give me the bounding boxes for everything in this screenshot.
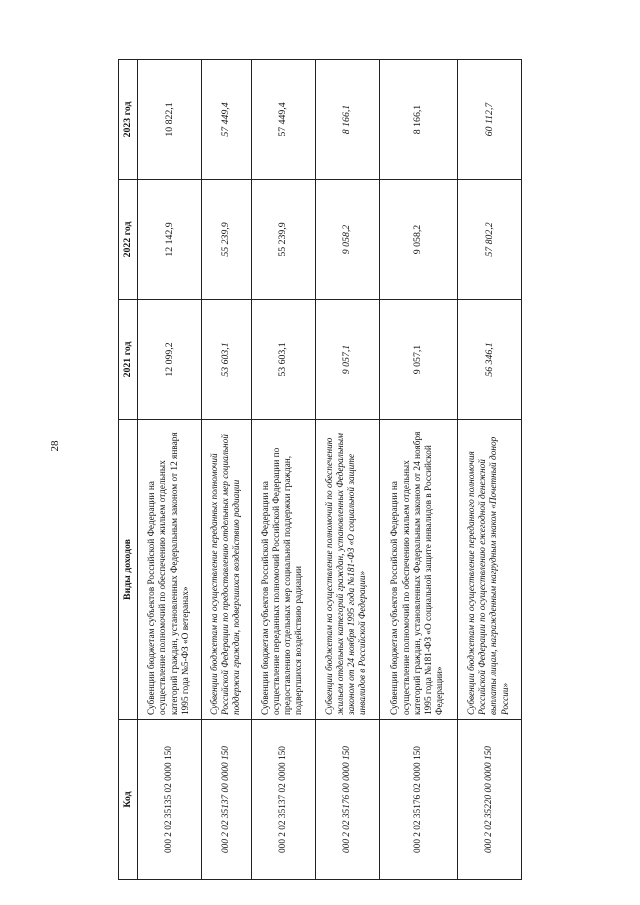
cell-2022: 55 239,9 xyxy=(251,180,315,300)
cell-2022: 55 239,9 xyxy=(202,180,252,300)
cell-description: Субвенции бюджетам на осуществление переданного полномочия Российской Федерации по осуществлению ежегодной денежной выплаты лицам, награжденным нагрудным знаком «Почетный донор России» xyxy=(457,420,521,720)
cell-2021: 12 099,2 xyxy=(138,300,202,420)
cell-description: Субвенции бюджетам на осуществление полномочий по обеспечению жильем отдельных категорий граждан, установленных Федеральным законом от 24 ноября 1995 года №181-ФЗ «О социальной защите инвалидов в Российской Федерации» xyxy=(315,420,379,720)
rotated-table-container xyxy=(118,60,522,880)
header-2022: 2022 год xyxy=(119,180,138,300)
table-row xyxy=(379,60,457,880)
cell-code: 000 2 02 35137 02 0000 150 xyxy=(251,720,315,880)
page-number: 28 xyxy=(49,440,61,452)
cell-code: 000 2 02 35135 02 0000 150 xyxy=(138,720,202,880)
table-row xyxy=(457,60,521,880)
header-description: Виды доходов xyxy=(119,420,138,720)
cell-2022: 9 058,2 xyxy=(379,180,457,300)
header-2021: 2021 год xyxy=(119,300,138,420)
cell-2023: 8 166,1 xyxy=(379,60,457,180)
cell-2021: 53 603,1 xyxy=(202,300,252,420)
cell-2023: 8 166,1 xyxy=(315,60,379,180)
table-header-row xyxy=(119,60,138,880)
cell-2023: 10 822,1 xyxy=(138,60,202,180)
cell-description: Субвенции бюджетам субъектов Российской Федерации на осуществление переданных полномочий Российской Федерации по предоставлению отдельных мер социальной поддержки граждан, подвергшихся воздействию радиации xyxy=(251,420,315,720)
cell-2023: 57 449,4 xyxy=(251,60,315,180)
table-row xyxy=(251,60,315,880)
cell-2021: 56 346,1 xyxy=(457,300,521,420)
header-code: Код xyxy=(119,720,138,880)
cell-2022: 12 142,9 xyxy=(138,180,202,300)
cell-2021: 53 603,1 xyxy=(251,300,315,420)
table-row xyxy=(315,60,379,880)
cell-description: Субвенции бюджетам на осуществление переданных полномочий Российской Федерации по предоставлению отдельных мер социальной поддержки граждан, подвергшихся воздействию радиации xyxy=(202,420,252,720)
table-row xyxy=(138,60,202,880)
cell-code: 000 2 02 35176 00 0000 150 xyxy=(315,720,379,880)
header-2023: 2023 год xyxy=(119,60,138,180)
cell-code: 000 2 02 35220 00 0000 150 xyxy=(457,720,521,880)
cell-code: 000 2 02 35176 02 0000 150 xyxy=(379,720,457,880)
cell-2022: 9 058,2 xyxy=(315,180,379,300)
revenue-table xyxy=(118,59,522,880)
cell-code: 000 2 02 35137 00 0000 150 xyxy=(202,720,252,880)
cell-description: Субвенции бюджетам субъектов Российской Федерации на осуществление полномочий по обеспечению жильем отдельных категорий граждан, установленных Федеральным законом от 24 ноября 1995 года №181-ФЗ «О социальной защите инвалидов в Российской Федерации» xyxy=(379,420,457,720)
cell-2023: 60 112,7 xyxy=(457,60,521,180)
table-row xyxy=(202,60,252,880)
cell-description: Субвенции бюджетам субъектов Российской Федерации на осуществление полномочий по обеспечению жильем отдельных категорий граждан, установленных Федеральным законом от 12 января 1995 года №5-ФЗ «О ветеранах» xyxy=(138,420,202,720)
cell-2021: 9 057,1 xyxy=(379,300,457,420)
cell-2022: 57 802,2 xyxy=(457,180,521,300)
cell-2021: 9 057,1 xyxy=(315,300,379,420)
cell-2023: 57 449,4 xyxy=(202,60,252,180)
